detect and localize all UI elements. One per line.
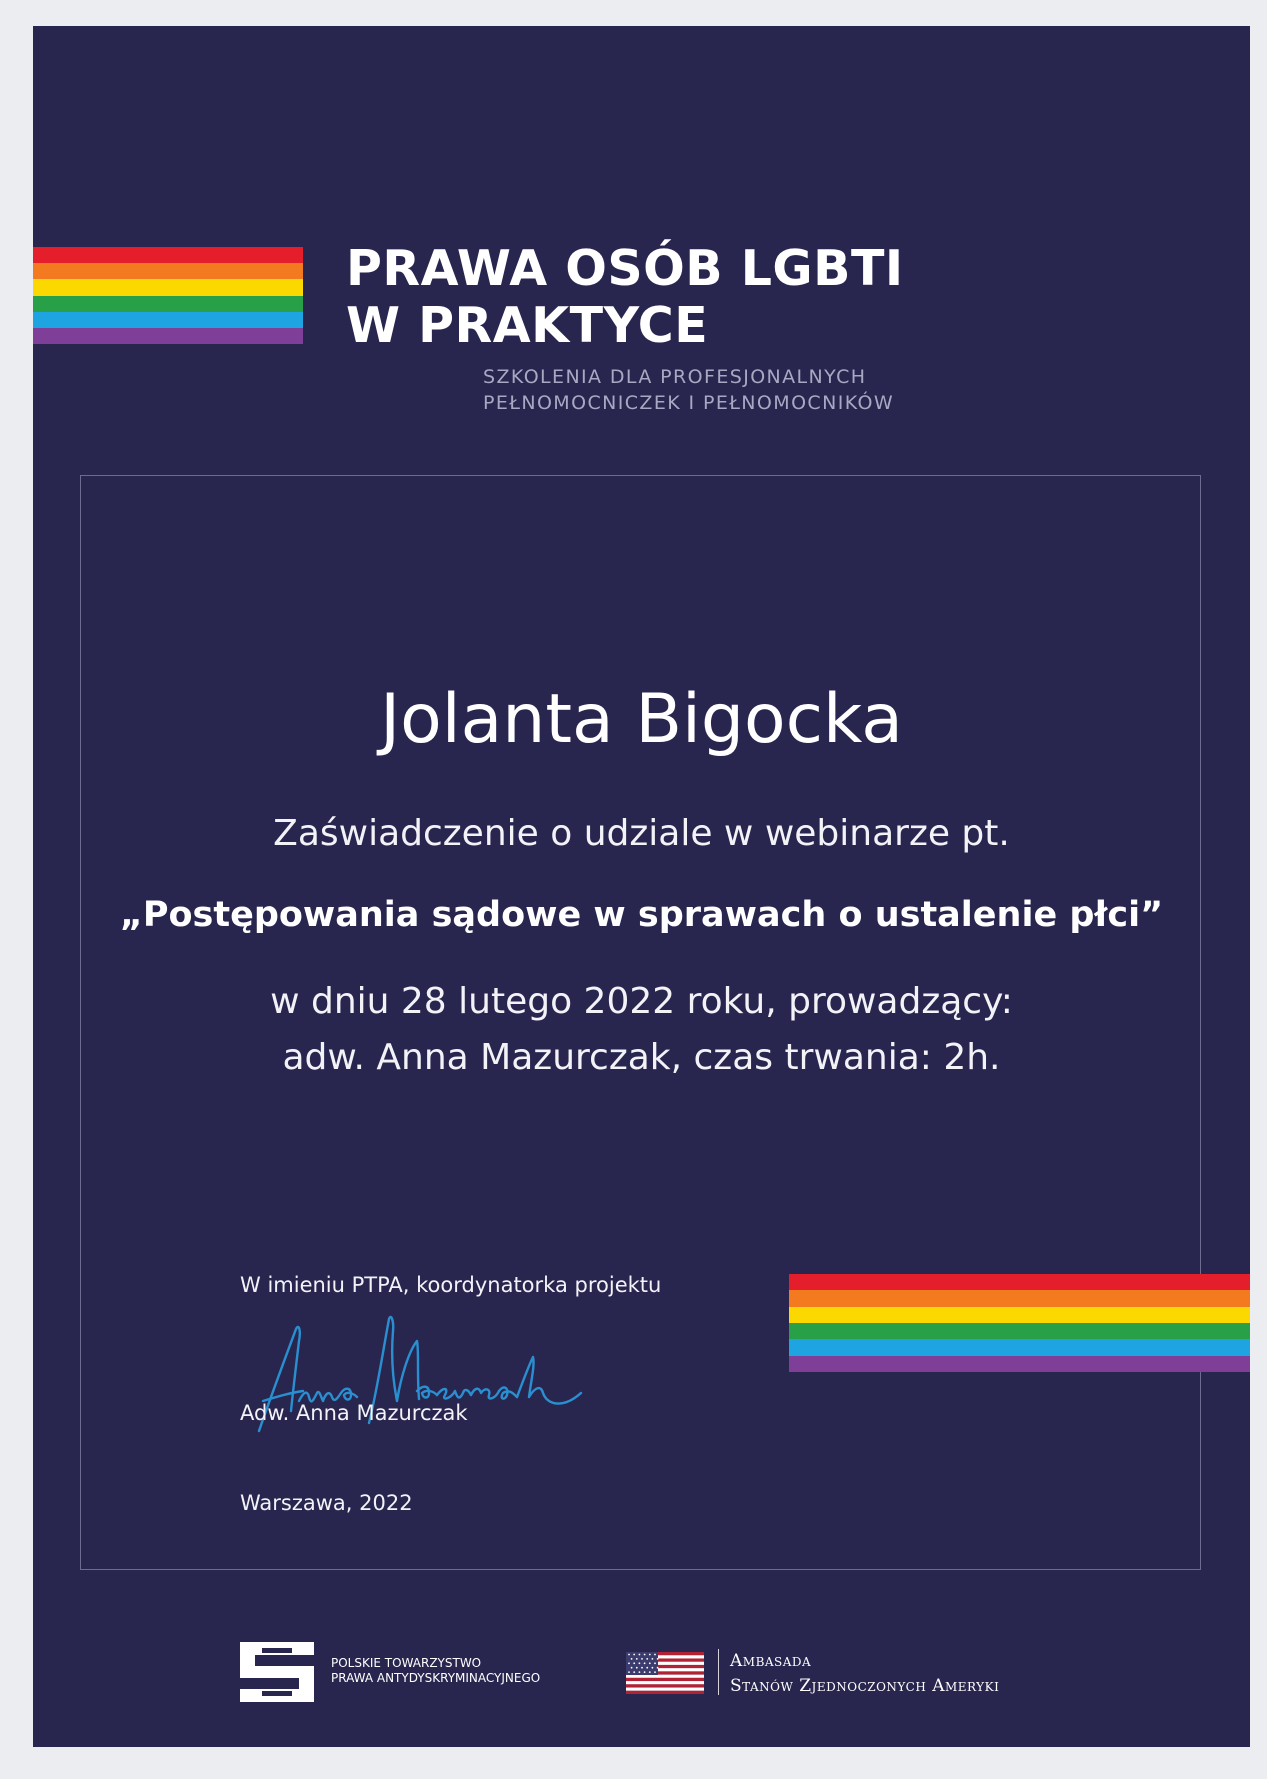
flag-star xyxy=(631,1658,633,1660)
ptpa-name xyxy=(331,1656,540,1686)
flag-star xyxy=(644,1662,646,1664)
flag-stripe xyxy=(626,1688,704,1691)
us-flag-icon xyxy=(626,1652,704,1694)
flag-star xyxy=(649,1671,651,1673)
webinar-details-line1: w dniu 28 lutego 2022 roku, prowadzący: xyxy=(270,981,1013,1022)
place-and-date: Warszawa, 2022 xyxy=(240,1491,413,1515)
rainbow-band xyxy=(789,1339,1250,1355)
program-title xyxy=(346,240,904,354)
rainbow-band xyxy=(789,1274,1250,1290)
webinar-details-line2: adw. Anna Mazurczak, czas trwania: 2h. xyxy=(282,1037,1001,1078)
participant-name: Jolanta Bigocka xyxy=(380,680,903,759)
flag-stripe xyxy=(626,1691,704,1694)
flag-stripe xyxy=(626,1675,704,1678)
embassy-name-line1: Ambasada xyxy=(730,1651,812,1671)
program-subtitle-line1: SZKOLENIA DLA PROFESJONALNYCH xyxy=(483,366,867,388)
rainbow-band xyxy=(33,279,303,295)
certificate-statement: Zaświadczenie o udziale w webinarze pt. xyxy=(273,813,1010,854)
flag-star xyxy=(646,1658,648,1660)
flag-stripe xyxy=(626,1681,704,1684)
program-title-line2: W PRAKTYCE xyxy=(346,297,709,354)
flag-star xyxy=(641,1667,643,1669)
flag-star xyxy=(633,1654,635,1656)
flag-stripe xyxy=(626,1678,704,1681)
rainbow-band xyxy=(33,296,303,312)
certificate-page xyxy=(33,26,1250,1747)
flag-star xyxy=(654,1671,656,1673)
program-title-line1: PRAWA OSÓB LGBTI xyxy=(346,240,904,297)
flag-star xyxy=(654,1662,656,1664)
flag-star xyxy=(646,1667,648,1669)
flag-star xyxy=(644,1671,646,1673)
flag-star xyxy=(628,1662,630,1664)
flag-star xyxy=(636,1667,638,1669)
embassy-name-line2: Stanów Zjednoczonych Ameryki xyxy=(730,1676,1000,1696)
flag-star xyxy=(639,1671,641,1673)
on-behalf-label: W imieniu PTPA, koordynatorka projektu xyxy=(240,1273,662,1297)
rainbow-band xyxy=(789,1323,1250,1339)
rainbow-band xyxy=(33,328,303,344)
webinar-details xyxy=(33,974,1250,1086)
flag-star xyxy=(639,1662,641,1664)
flag-star xyxy=(652,1667,654,1669)
flag-star xyxy=(649,1654,651,1656)
embassy-divider xyxy=(718,1649,719,1695)
ptpa-logo-icon xyxy=(240,1642,314,1702)
flag-star xyxy=(654,1654,656,1656)
flag-star xyxy=(644,1654,646,1656)
webinar-title: „Postępowania sądowe w sprawach o ustalenie płci” xyxy=(119,895,1164,935)
rainbow-stripe-bottom xyxy=(789,1274,1250,1372)
flag-star xyxy=(628,1671,630,1673)
flag-star xyxy=(657,1658,659,1660)
flag-star xyxy=(641,1658,643,1660)
flag-star xyxy=(633,1662,635,1664)
flag-star xyxy=(652,1658,654,1660)
flag-star xyxy=(631,1667,633,1669)
flag-stripe xyxy=(626,1684,704,1687)
flag-star xyxy=(628,1654,630,1656)
program-subtitle-line2: PEŁNOMOCNICZEK I PEŁNOMOCNIKÓW xyxy=(483,392,895,414)
rainbow-band xyxy=(33,312,303,328)
flag-star xyxy=(633,1671,635,1673)
rainbow-band xyxy=(33,263,303,279)
flag-star xyxy=(639,1654,641,1656)
program-subtitle xyxy=(483,364,894,416)
ptpa-name-line1: POLSKIE TOWARZYSTWO xyxy=(331,1656,482,1670)
flag-star xyxy=(657,1667,659,1669)
flag-star xyxy=(636,1658,638,1660)
rainbow-band xyxy=(33,247,303,263)
ptpa-name-line2: PRAWA ANTYDYSKRYMINACYJNEGO xyxy=(331,1671,541,1685)
embassy-name xyxy=(730,1649,999,1699)
rainbow-stripe-top xyxy=(33,247,303,344)
flag-star xyxy=(649,1662,651,1664)
rainbow-band xyxy=(789,1290,1250,1306)
rainbow-band xyxy=(789,1356,1250,1372)
rainbow-band xyxy=(789,1307,1250,1323)
signer-name: Adw. Anna Mazurczak xyxy=(240,1401,468,1425)
